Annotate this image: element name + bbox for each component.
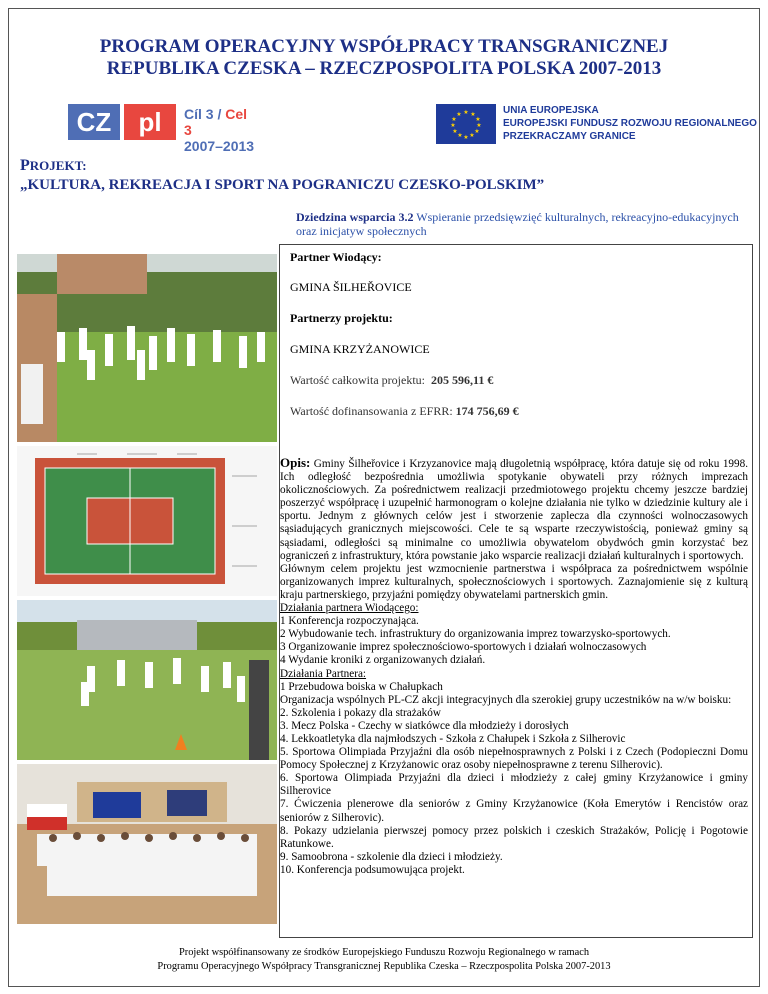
eu-flag-icon: [436, 104, 496, 144]
svg-text:★: ★: [463, 109, 469, 116]
eu-line1: UNIA EUROPEJSKA: [503, 105, 599, 116]
svg-text:★: ★: [476, 122, 482, 129]
svg-text:★: ★: [469, 132, 475, 139]
partner-name: GMINA KRZYŻANOWICE: [290, 342, 430, 356]
cofin-value-row: [290, 404, 519, 419]
partner-action-item: 3. Mecz Polska - Czechy w siatkówce dla młodzieży i dorosłych: [280, 719, 569, 732]
partner-action-item: 10. Konferencja podsumowująca projekt.: [280, 863, 465, 876]
footer-line1: Projekt współfinansowany ze środków Europejskiego Funduszu Rozwoju Regionalnego w ramach: [178, 947, 590, 958]
cofin-label: Wartość dofinansowania z EFRR:: [290, 404, 453, 418]
lead-action-item: 1 Konferencja rozpoczynająca.: [280, 615, 419, 628]
footer-line2: Programu Operacyjnego Współpracy Transgranicznej Republika Czeska – Rzeczpospolita Polska 2007-2013: [157, 961, 611, 972]
photo-group-hall: [17, 764, 277, 924]
photo-court-plan: [17, 446, 277, 596]
partners-label: Partnerzy projektu:: [290, 311, 393, 325]
partner-action-item: 4. Lekkoatletyka dla najmłodszych - Szkoła z Chałupek i Szkoła z Silherovic: [280, 732, 626, 745]
logo-cil-a: Cíl 3 /: [184, 106, 222, 122]
program-logo: [68, 104, 258, 154]
total-value-row: [290, 373, 493, 388]
project-label-initial: P: [20, 157, 30, 174]
svg-text:★: ★: [470, 111, 476, 118]
partner-actions-label: Działania Partnera:: [280, 667, 367, 680]
eu-logo-text: [503, 104, 757, 143]
cofin-value: 174 756,69 €: [455, 404, 519, 418]
support-area: [296, 210, 746, 238]
photo-field-exercise: [17, 254, 277, 442]
svg-text:★: ★: [450, 122, 456, 129]
partner-action-item: 6. Sportowa Olimpiada Przyjaźni dla dzieci i młodzieży z całej gminy Krzyżanowice i gminy Silherovice: [280, 772, 748, 798]
project-label-rest: ROJEKT:: [29, 158, 87, 173]
logo-cil-b: Cel 3: [184, 106, 248, 138]
partner-action-item: 8. Pokazy udzielania pierwszej pomocy przez polskich i czeskich Strażaków, Policję i Pogotowie Ratunkowe.: [280, 824, 748, 850]
description-label: Opis:: [280, 455, 311, 470]
photo-sports-day: [17, 600, 277, 760]
svg-text:★: ★: [475, 116, 481, 123]
lead-action-item: 4 Wydanie kroniki z organizowanych działań.: [280, 654, 486, 667]
description-p1-text: Gminy Šilheřovice i Krzyzanovice mają długoletnią współpracę, która datuje się od roku 1998. Ich odległość bezpośrednia umożliwia spotykanie obywateli przy różnych imprezach okolicznościowych. Za pośrednictwem realizacji przedmiotowego projektu chcemy jeszcze bardziej poszerzyć współpracę i uzupełnić harmonogram o kolejne działania nie tylko w dziedzinie kultury ale i sportu. Jednym z głównych celów jest i stworzenie zaplecza dla czynności wolnoczasowych sąsiadujących granicznych miejscowości. Cele te są wsparte rzeczywistością, ponieważ gminy są sąsiadami, odległości są minimalne co umożliwia obywatelom obydwóch gmin korzystać bez ograniczeń z infrastruktury, która powstanie jako wsparcie realizacji działań kulturalnych i sportowych.: [280, 458, 748, 562]
total-value: 205 596,11 €: [431, 373, 494, 387]
program-title: [0, 36, 768, 80]
svg-text:★: ★: [457, 132, 463, 139]
program-title-line2: REPUBLIKA CZESKA – RZECZPOSPOLITA POLSKA 2007-2013: [106, 58, 662, 79]
logo-pl: pl: [124, 104, 176, 140]
partner-action-item: 2. Szkolenia i pokazy dla strażaków: [280, 706, 441, 719]
lead-partner-label: Partner Wiodący:: [290, 250, 382, 264]
partner-action-item: 9. Samoobrona - szkolenie dla dzieci i młodzieży.: [280, 850, 503, 863]
logo-cz: CZ: [68, 104, 120, 140]
svg-text:★: ★: [456, 111, 462, 118]
partner-action-item: Organizacja wspólnych PL-CZ akcji integracyjnych dla szerokiej grupy uczestników na w/w boisku:: [280, 693, 732, 706]
lead-partner-name: GMINA ŠILHEŘOVICE: [290, 280, 412, 294]
partner-action-item: 1 Przebudowa boiska w Chałupkach: [280, 680, 443, 693]
partner-action-item: 7. Ćwiczenia plenerowe dla seniorów z Gminy Krzyżanowice (Koła Emerytów i Rencistów oraz seniorów z Silherovic).: [280, 798, 748, 824]
footer: [0, 946, 768, 974]
logo-years: 2007–2013: [184, 138, 255, 154]
project-title: „KULTURA, REKREACJA I SPORT NA POGRANICZU CZESKO-POLSKIM”: [20, 177, 545, 193]
description: [280, 456, 748, 877]
support-area-label: Dziedzina wsparcia 3.2: [296, 210, 414, 224]
svg-text:★: ★: [451, 116, 457, 123]
project-label: [20, 157, 87, 175]
logo-cil-text: [184, 106, 258, 154]
partner-action-item: 5. Sportowa Olimpiada Przyjaźni dla osób niepełnosprawnych z Polski i z Czech (Podopieczni Domu Pomocy Społecznej z Krzyżanowic oraz osoby niepełnosprawne z terenu Silherovic).: [280, 746, 748, 772]
lead-action-item: 3 Organizowanie imprez społecznościowo-sportowych i działań wolnoczasowych: [280, 641, 647, 654]
description-p1: [280, 456, 748, 563]
eu-line3: PRZEKRACZAMY GRANICE: [503, 131, 636, 142]
support-area-text: Wspieranie przedsięwzięć kulturalnych, rekreacyjno-edukacyjnych oraz inicjatyw społecznych: [296, 210, 739, 238]
eu-line2: EUROPEJSKI FUNDUSZ ROZWOJU REGIONALNEGO: [503, 118, 757, 129]
description-p2: Głównym celem projektu jest wzmocnienie partnerstwa i współpraca za pośrednictwem wspólnie organizowanych imprez kulturalnych, społecznościowych i sportowych. Zaznajomienie się z kulturą kraju partnerskiego, przyjaźni pomiędzy obywatelami partnerskich gmin.: [280, 562, 748, 601]
svg-text:★: ★: [474, 128, 480, 135]
lead-action-item: 2 Wybudowanie tech. infrastruktury do organizowania imprez towarzysko-sportowych.: [280, 628, 671, 641]
total-label: Wartość całkowita projektu:: [290, 373, 425, 387]
lead-actions-label: Działania partnera Wiodącego:: [280, 602, 419, 615]
svg-text:★: ★: [452, 128, 458, 135]
svg-text:★: ★: [463, 134, 469, 141]
program-title-line1: PROGRAM OPERACYJNY WSPÓŁPRACY TRANSGRANICZNEJ: [99, 36, 669, 57]
